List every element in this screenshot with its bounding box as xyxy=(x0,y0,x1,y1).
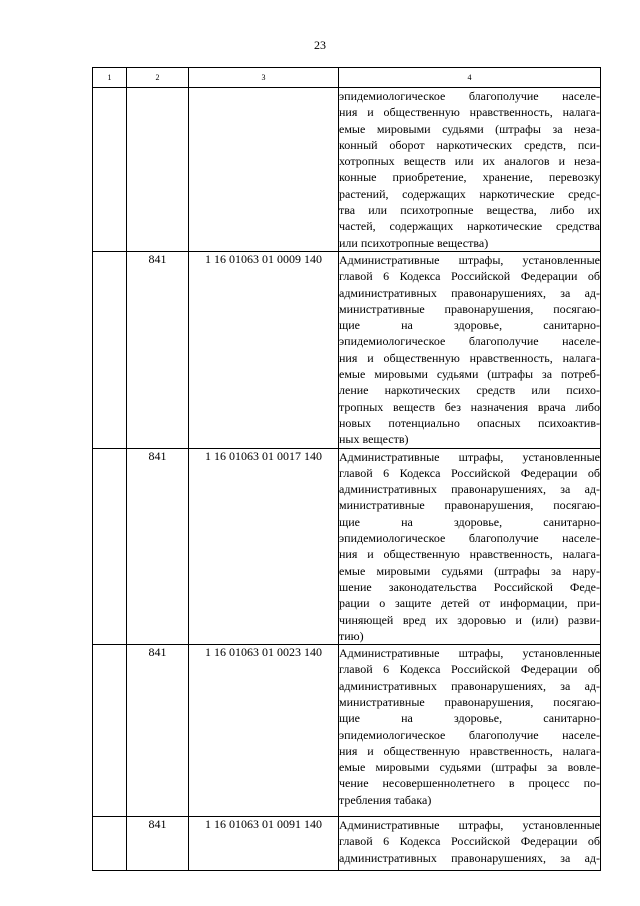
description-line: Административные штрафы, установленные xyxy=(339,449,600,464)
kbk-code-cell xyxy=(189,88,339,252)
cell-col-1 xyxy=(93,645,127,817)
description-line: хотропных веществ или их аналогов и неза- xyxy=(339,154,600,169)
description-line: ния и общественную нравственность, налага- xyxy=(339,547,600,562)
header-col-4: 4 xyxy=(339,68,601,88)
description-cell xyxy=(339,817,601,871)
description-cell xyxy=(339,88,601,252)
description-line: министративные правонарушения, посягаю- xyxy=(339,301,600,316)
description-line: главой 6 Кодекса Российской Федерации об xyxy=(339,465,600,480)
admin-code-cell xyxy=(127,88,189,252)
description-line: эпидемиологическое благополучие населе- xyxy=(339,89,600,103)
description-line: Административные штрафы, установленные xyxy=(339,646,600,661)
description-line: министративные правонарушения, посягаю- xyxy=(339,694,600,709)
table-row xyxy=(93,88,601,252)
description-line: административных правонарушениях, за ад- xyxy=(339,285,600,300)
description-line: щие на здоровье, санитарно- xyxy=(339,514,600,529)
description-line: эпидемиологическое благополучие населе- xyxy=(339,727,600,742)
description-line: тию) xyxy=(339,628,364,643)
table-row xyxy=(93,251,601,448)
description-line: ния и общественную нравственность, налага- xyxy=(339,105,600,120)
description-line: главой 6 Кодекса Российской Федерации об xyxy=(339,269,600,284)
description-line: Административные штрафы, установленные xyxy=(339,818,600,833)
description-line: административных правонарушениях, за ад- xyxy=(339,850,600,865)
description-line: эпидемиологическое благополучие населе- xyxy=(339,531,600,546)
page-number: 23 xyxy=(314,38,326,52)
description-line: ление наркотических средств или психо- xyxy=(339,383,600,398)
description-cell xyxy=(339,448,601,645)
description-line: чение несовершеннолетнего в процесс по- xyxy=(339,776,600,791)
description-line: Административные штрафы, установленные xyxy=(339,252,600,267)
description-cell xyxy=(339,251,601,448)
description-line: тва или психотропные вещества, либо их xyxy=(339,203,600,218)
description-line: рации о защите детей от информации, при- xyxy=(339,596,600,611)
description-line: министративные правонарушения, посягаю- xyxy=(339,498,600,513)
description-line: чиняющей вред их здоровью и (или) разви- xyxy=(339,612,600,627)
table-row xyxy=(93,645,601,817)
cell-col-1 xyxy=(93,817,127,871)
cell-col-1 xyxy=(93,88,127,252)
description-line: емые мировыми судьями (штрафы за вовле- xyxy=(339,760,600,775)
description-line: растений, содержащих наркотические средс- xyxy=(339,186,600,201)
kbk-code-cell: 1 16 01063 01 0091 140 xyxy=(189,817,339,871)
kbk-code-cell: 1 16 01063 01 0009 140 xyxy=(189,251,339,448)
description-line: или психотропные вещества) xyxy=(339,235,489,250)
description-line: емые мировыми судьями (штрафы за нару- xyxy=(339,563,600,578)
header-col-1: 1 xyxy=(93,68,127,88)
header-row xyxy=(93,68,601,88)
description-line: административных правонарушениях, за ад- xyxy=(339,678,600,693)
description-line: требления табака) xyxy=(339,792,432,807)
header-col-2: 2 xyxy=(127,68,189,88)
description-line: административных правонарушениях, за ад- xyxy=(339,482,600,497)
description-line: главой 6 Кодекса Российской Федерации об xyxy=(339,662,600,677)
kbk-code-cell: 1 16 01063 01 0017 140 xyxy=(189,448,339,645)
description-line: частей, содержащих наркотические средства xyxy=(339,219,600,234)
budget-codes-table xyxy=(92,67,601,871)
admin-code-cell: 841 xyxy=(127,817,189,871)
admin-code-cell: 841 xyxy=(127,448,189,645)
description-line: эпидемиологическое благополучие населе- xyxy=(339,334,600,349)
description-line: конный оборот наркотических средств, пси- xyxy=(339,137,600,152)
cell-col-1 xyxy=(93,251,127,448)
table-row xyxy=(93,817,601,871)
kbk-code-cell: 1 16 01063 01 0023 140 xyxy=(189,645,339,817)
description-line: главой 6 Кодекса Российской Федерации об xyxy=(339,834,600,849)
cell-col-1 xyxy=(93,448,127,645)
description-line: шение законодательства Российской Феде- xyxy=(339,579,600,594)
description-line: емые мировыми судьями (штрафы за неза- xyxy=(339,121,600,136)
description-line: емые мировыми судьями (штрафы за потреб- xyxy=(339,367,600,382)
description-line: ния и общественную нравственность, налага- xyxy=(339,743,600,758)
description-line: ных веществ) xyxy=(339,432,409,447)
description-line: ния и общественную нравственность, налага- xyxy=(339,350,600,365)
header-col-3: 3 xyxy=(189,68,339,88)
admin-code-cell: 841 xyxy=(127,251,189,448)
description-line: тропных веществ без назначения врача либо xyxy=(339,399,600,414)
description-cell xyxy=(339,645,601,817)
admin-code-cell: 841 xyxy=(127,645,189,817)
description-line: конные приобретение, хранение, перевозку xyxy=(339,170,600,185)
description-line: щие на здоровье, санитарно- xyxy=(339,318,600,333)
description-line: щие на здоровье, санитарно- xyxy=(339,711,600,726)
table-row xyxy=(93,448,601,645)
description-line: новых потенциально опасных психоактив- xyxy=(339,415,600,430)
